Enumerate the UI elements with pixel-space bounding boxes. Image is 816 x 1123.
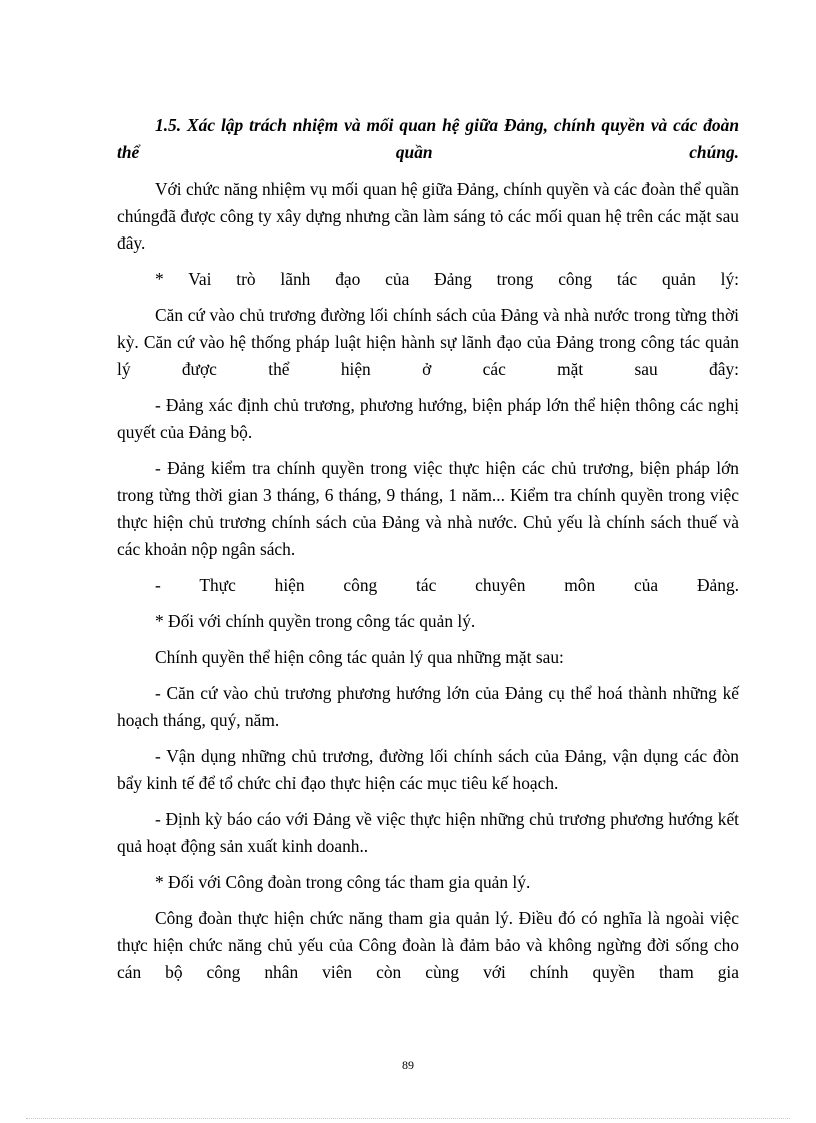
paragraph: * Đối với chính quyền trong công tác quản lý.: [155, 611, 476, 631]
page-content: [117, 112, 739, 995]
paragraph: - Đảng xác định chủ trương, phương hướng, biện pháp lớn thể hiện thông các nghị quyết của Đảng bộ.: [117, 395, 739, 442]
paragraph: Với chức năng nhiệm vụ mối quan hệ giữa Đảng, chính quyền và các đoàn thể quần chúngđã được công ty xây dựng nhưng cần làm sáng tỏ các mối quan hệ trên các mặt sau đây.: [117, 179, 739, 253]
paragraph: * Vai trò lãnh đạo của Đảng trong công tác quản lý:: [155, 269, 739, 289]
body-text: [117, 176, 739, 986]
paragraph: Căn cứ vào chủ trương đường lối chính sách của Đảng và nhà nước trong từng thời kỳ. Căn cứ vào hệ thống pháp luật hiện hành sự lãnh đạo của Đảng trong công tác quản lý được thể hiện ở các mặt sau đây:: [117, 305, 739, 379]
page-bottom-border: [26, 1118, 790, 1119]
paragraph: - Định kỳ báo cáo với Đảng về việc thực hiện những chủ trương phương hướng kết quả hoạt động sản xuất kinh doanh..: [117, 809, 739, 856]
paragraph: - Thực hiện công tác chuyên môn của Đảng.: [155, 575, 739, 595]
page-number: 89: [402, 1058, 414, 1072]
paragraph: - Đảng kiểm tra chính quyền trong việc thực hiện các chủ trương, biện pháp lớn trong từng thời gian 3 tháng, 6 tháng, 9 tháng, 1 năm... Kiểm tra chính quyền trong việc thực hiện chủ trương chính sách của Đảng và nhà nước. Chủ yếu là chính sách thuế và các khoản nộp ngân sách.: [117, 458, 739, 559]
section-heading: 1.5. Xác lập trách nhiệm và mối quan hệ giữa Đảng, chính quyền và các đoàn thể quần chúng.: [117, 115, 739, 162]
paragraph: Chính quyền thể hiện công tác quản lý qua những mặt sau:: [155, 647, 564, 667]
paragraph: - Căn cứ vào chủ trương phương hướng lớn của Đảng cụ thể hoá thành những kế hoạch tháng, quý, năm.: [117, 683, 739, 730]
paragraph: * Đối với Công đoàn trong công tác tham gia quản lý.: [155, 872, 531, 892]
paragraph: Công đoàn thực hiện chức năng tham gia quản lý. Điều đó có nghĩa là ngoài việc thực hiện chức năng chủ yếu của Công đoàn là đảm bảo và không ngừng đời sống cho cán bộ công nhân viên còn cùng với chính quyền tham gia: [117, 908, 739, 982]
paragraph: - Vận dụng những chủ trương, đường lối chính sách của Đảng, vận dụng các đòn bẩy kinh tế để tổ chức chỉ đạo thực hiện các mục tiêu kế hoạch.: [117, 746, 739, 793]
